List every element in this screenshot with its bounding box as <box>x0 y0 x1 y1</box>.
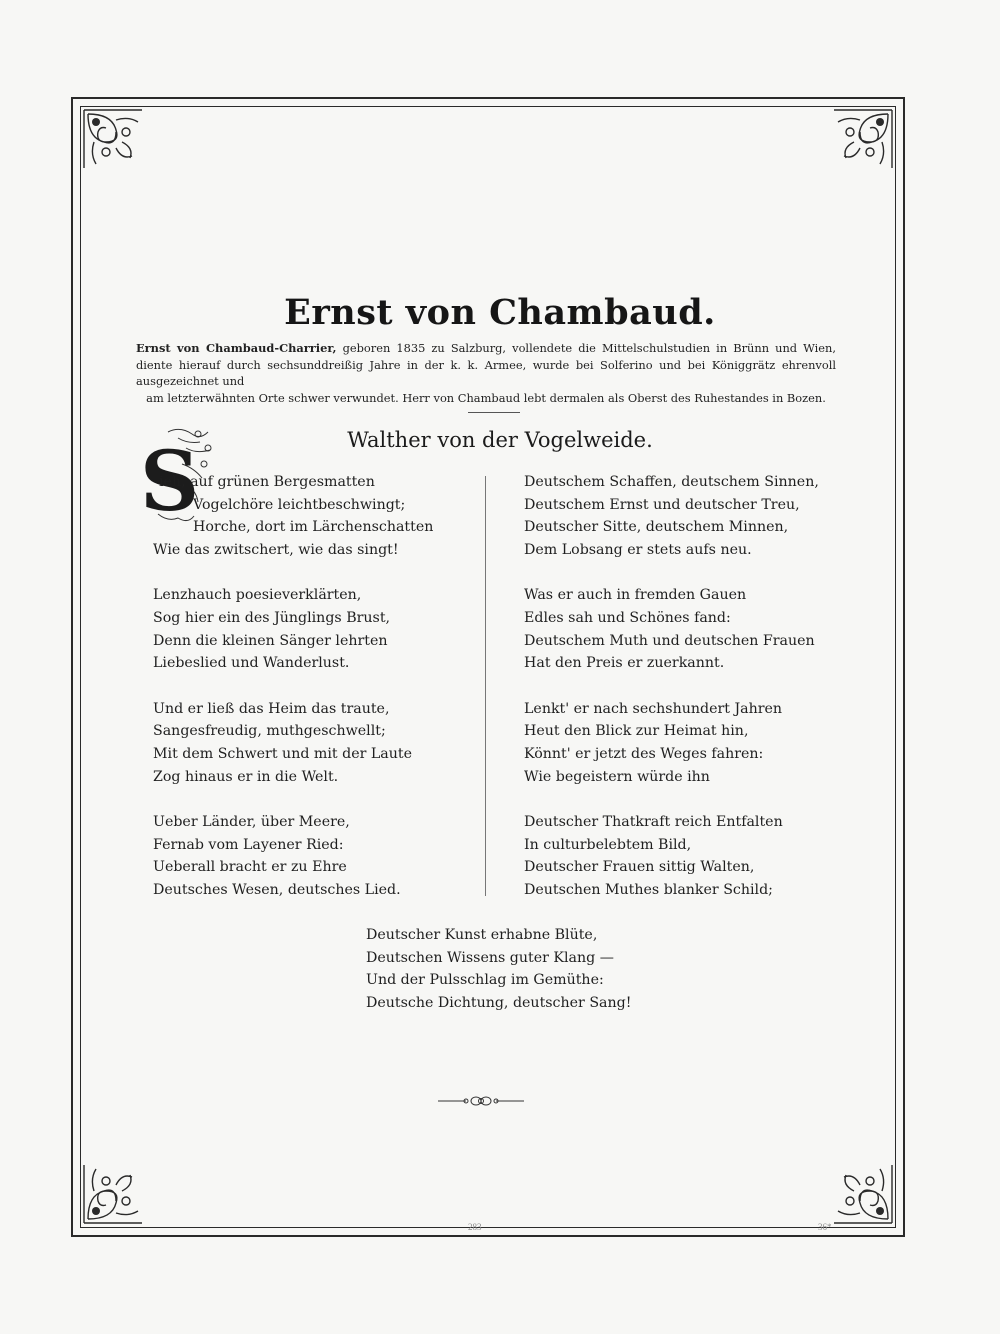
verse-line: Vogelchöre leichtbeschwingt; <box>193 496 406 513</box>
stanza <box>524 811 819 901</box>
stanza <box>524 698 819 788</box>
page-title: Ernst von Chambaud. <box>284 292 716 333</box>
stanza <box>153 698 433 788</box>
verse-line: Deutsches Wesen, deutsches Lied. <box>153 881 401 898</box>
verse-line: Deutscher Sitte, deutschem Minnen, <box>524 519 789 536</box>
verse-line: Lenkt' er nach sechshundert Jahren <box>524 700 783 717</box>
verse-line: In culturbelebtem Bild, <box>524 836 692 853</box>
verse-line: Deutscher Kunst erhabne Blüte, <box>366 927 598 943</box>
stanza <box>524 584 819 674</box>
verse-line: Wie begeistern würde ihn <box>524 768 710 785</box>
bio-last-line: am letzterwähnten Orte schwer verwundet. Herr von Chambaud lebt dermalen als Oberst des Ruhestandes in Bozen. <box>146 390 826 405</box>
corner-ornament-icon <box>828 108 894 174</box>
poem-left-column <box>153 471 433 925</box>
verse-line: Heut den Blick zur Heimat hin, <box>524 723 749 740</box>
verse-line: Deutschen Wissens guter Klang — <box>366 949 614 966</box>
separator-rule <box>468 412 520 413</box>
verse-line: Wie das zwitschert, wie das singt! <box>153 541 399 558</box>
stanza <box>153 811 433 901</box>
signature-mark: 36* <box>818 1222 832 1232</box>
poem-right-column <box>524 471 819 925</box>
poem-title: Walther von der Vogelweide. <box>347 428 653 452</box>
verse-line: Mit dem Schwert und mit der Laute <box>153 745 413 762</box>
verse-line: Fernab vom Layener Ried: <box>153 836 344 853</box>
corner-ornament-icon <box>82 108 148 174</box>
verse-line: Deutsche Dichtung, deutscher Sang! <box>366 994 632 1011</box>
verse-line: Deutschem Ernst und deutscher Treu, <box>524 496 800 513</box>
poem-closing-stanza <box>366 924 631 1014</box>
verse-line: Sog hier ein des Jünglings Brust, <box>153 609 391 626</box>
verse-line: Deutschem Schaffen, deutschem Sinnen, <box>524 474 819 490</box>
verse-line: Was er auch in fremden Gauen <box>524 587 747 604</box>
verse-line: Deutschem Muth und deutschen Frauen <box>524 632 815 649</box>
verse-line: Sangesfreudig, muthgeschwellt; <box>153 723 386 740</box>
corner-ornament-icon <box>82 1159 148 1225</box>
bio-text: geboren 1835 zu Salzburg, vollendete die Mittelschulstudien in Brünn und Wien, diente hierauf durch sechsunddreißig Jahre in der k. k. Armee, wurde bei Solferino und bei Königgrätz ehrenvoll ausgezeichnet und <box>136 341 837 389</box>
verse-line: Deutscher Thatkraft reich Entfalten <box>524 814 783 831</box>
bio-lead-name: Ernst von Chambaud-Charrier, <box>136 341 337 355</box>
tailpiece-ornament-icon <box>436 1094 526 1108</box>
drop-cap-letter: S <box>140 434 200 530</box>
verse-line: Deutschen Muthes blanker Schild; <box>524 881 773 898</box>
verse-line: Denn die kleinen Sänger lehrten <box>153 632 388 649</box>
stanza <box>153 471 433 561</box>
verse-line: Edles sah und Schönes fand: <box>524 609 731 626</box>
verse-line: Zog hinaus er in die Welt. <box>153 768 339 785</box>
verse-line: Dem Lobsang er stets aufs neu. <box>524 541 752 558</box>
verse-line: Und der Pulsschlag im Gemüthe: <box>366 972 604 989</box>
stanza <box>524 471 819 561</box>
stanza <box>153 584 433 674</box>
author-biography <box>136 340 836 406</box>
verse-line: ieh, auf grünen Bergesmatten <box>159 474 375 490</box>
verse-line: Könnt' er jetzt des Weges fahren: <box>524 745 764 762</box>
verse-line: Lenzhauch poesieverklärten, <box>153 587 362 604</box>
verse-line: Ueber Länder, über Meere, <box>153 814 350 831</box>
verse-line: Deutscher Frauen sittig Walten, <box>524 859 755 876</box>
verse-line: Hat den Preis er zuerkannt. <box>524 655 725 672</box>
page-number: 283 <box>468 1222 482 1232</box>
verse-line: Ueberall bracht er zu Ehre <box>153 859 347 876</box>
verse-line: Liebeslied und Wanderlust. <box>153 655 350 672</box>
verse-line: Und er ließ das Heim das traute, <box>153 700 390 717</box>
column-divider <box>485 476 486 896</box>
verse-line: Horche, dort im Lärchenschatten <box>193 519 434 536</box>
corner-ornament-icon <box>828 1159 894 1225</box>
